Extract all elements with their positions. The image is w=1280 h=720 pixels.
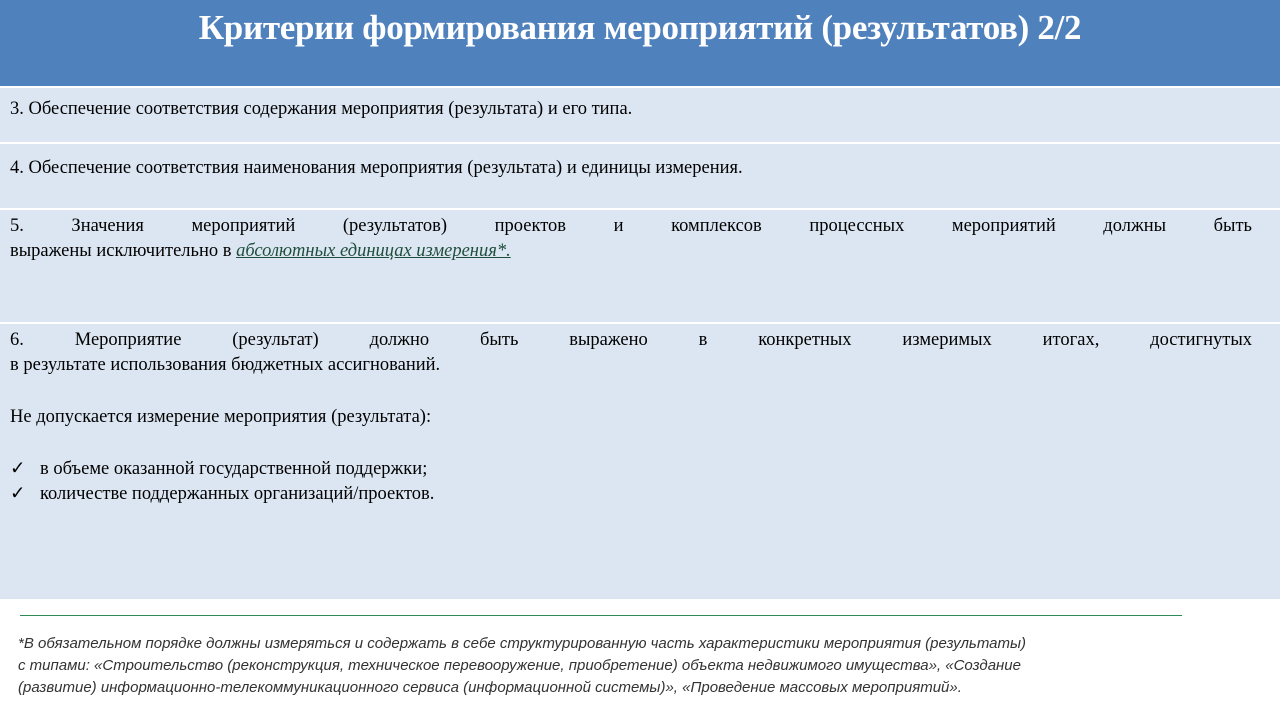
list-item: [10, 457, 1252, 482]
list-item-text: количестве поддержанных организаций/проектов.: [40, 484, 435, 504]
footnote-divider: [20, 615, 1182, 616]
criterion-3-text: 3. Обеспечение соответствия содержания мероприятия (результата) и его типа.: [10, 99, 633, 119]
criterion-4-text: 4. Обеспечение соответствия наименования мероприятия (результата) и единицы измерения.: [10, 158, 743, 178]
criterion-3: [0, 88, 1280, 142]
criterion-5: [0, 210, 1280, 322]
criterion-5-line2-prefix: выражены исключительно в: [10, 241, 237, 261]
list-item: [10, 482, 1252, 507]
page-title: Критерии формирования мероприятий (результатов) 2/2: [198, 8, 1082, 47]
criterion-5-line2: [10, 239, 1252, 264]
footnote-line: (развитие) информационно-телекоммуникационного сервиса (информационной системы)», «Проведение массовых мероприятий».: [18, 679, 962, 696]
footnote: [18, 633, 1188, 699]
check-icon: ✓: [10, 484, 26, 504]
criterion-6: [0, 324, 1280, 599]
criterion-4: [0, 144, 1280, 208]
criterion-6-line1: 6. Мероприятие (результат) должно быть выражено в конкретных измеримых итогах, достигнутых: [10, 330, 1252, 350]
criterion-5-line1: 5. Значения мероприятий (результатов) проектов и комплексов процессных мероприятий должны быть: [10, 216, 1252, 236]
footnote-line: *В обязательном порядке должны измеряться и содержать в себе структурированную часть характеристики мероприятия (результаты): [18, 635, 1027, 652]
not-allowed-heading: Не допускается измерение мероприятия (результата):: [10, 407, 432, 427]
check-icon: ✓: [10, 459, 26, 479]
list-item-text: в объеме оказанной государственной поддержки;: [40, 459, 428, 479]
criterion-6-line2: в результате использования бюджетных ассигнований.: [10, 355, 441, 375]
footnote-line: с типами: «Строительство (реконструкция, техническое перевооружение, приобретение) объекта недвижимого имущества», «Создание: [18, 657, 1021, 674]
title-bar: [0, 0, 1280, 86]
absolute-units-link[interactable]: абсолютных единицах измерения*.: [236, 241, 511, 261]
